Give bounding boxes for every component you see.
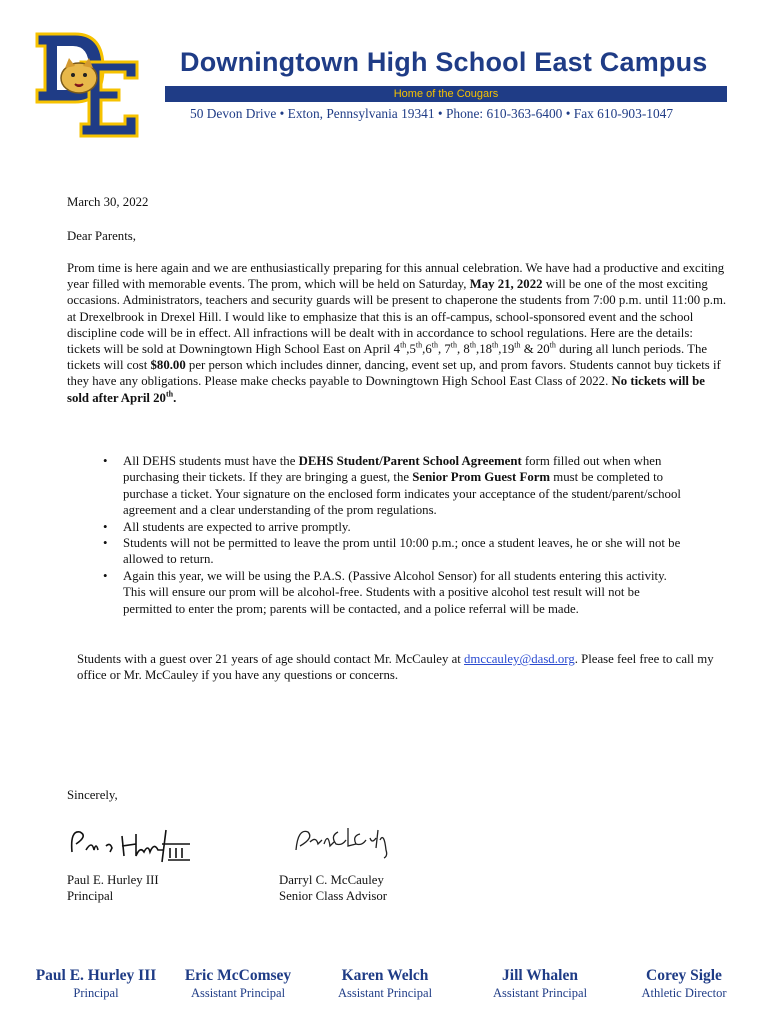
signature-principal: [66, 822, 196, 868]
signature-advisor: [290, 822, 400, 862]
svg-text:DE: DE: [33, 28, 35, 29]
paragraph-details: Prom time is here again and we are enthusiastically preparing for this annual celebration. We have had a productive and exciting year filled with memorable events. The prom, which will be held on Saturday, May 21, 2022 will be one of the most exciting occasions. Administrators, teachers and security guards will be present to chaperone the students from 7:00 p.m. until 11:00 p.m. at Drexelbrook in Drexel Hill. I would like to emphasize that this is an off-campus, school-sponsored event and the school discipline code will be in effect. All infractions will be dealt with in accordance to school regulations. Here are the details: tickets will be sold at Downingtown High School East on April 4th,5th,6th, 7th, 8th,18th,19th & 20th during all lunch periods. The tickets will cost $80.00 per person which includes dinner, dancing, event set up, and prom favors. Students cannot buy tickets if they have any obligations. Please make checks payable to Downingtown High School East Class of 2022. No tickets will be sold after April 20th.: [67, 261, 727, 405]
tagline-banner: Home of the Cougars: [165, 86, 727, 102]
bullet-icon: •: [103, 454, 108, 468]
school-name: Downingtown High School East Campus: [180, 47, 708, 77]
footer-staff-2: Eric McComsey Assistant Principal: [184, 967, 292, 1000]
letter-date: March 30, 2022: [67, 195, 149, 209]
paragraph-contact: Students with a guest over 21 years of age should contact Mr. McCauley at dmccauley@dasd.org. Please feel free to call my office or Mr. McCauley if you have any questions or concerns.: [77, 652, 714, 683]
footer-staff-1: Paul E. Hurley III Principal: [35, 967, 157, 1000]
footer-staff-5: Corey Sigle Athletic Director: [641, 967, 727, 1000]
list-item: • Students will not be permitted to leave the prom until 10:00 p.m.; once a student leaves, he or she will not be allowed to return.: [103, 536, 681, 567]
salutation: Dear Parents,: [67, 229, 136, 243]
list-item: • All DEHS students must have the DEHS Student/Parent School Agreement form filled out when when purchasing their tickets. If they are bringing a guest, the Senior Prom Guest Form must be completed to purchase a ticket. Your signature on the enclosed form indicates your acceptance of the student/parent/school agreement and a clear understanding of the prom regulations.: [103, 454, 681, 518]
footer-staff-3: Karen Welch Assistant Principal: [337, 967, 433, 1000]
list-item: • All students are expected to arrive promptly.: [103, 519, 351, 534]
bullet-icon: •: [103, 519, 108, 534]
bullet-icon: •: [103, 568, 108, 583]
email-link[interactable]: dmccauley@dasd.org: [464, 652, 575, 666]
signer-principal: Paul E. Hurley III Principal: [67, 873, 159, 904]
rules-list: [103, 453, 688, 617]
footer-staff-4: Jill Whalen Assistant Principal: [492, 967, 588, 1000]
address-line: 50 Devon Drive • Exton, Pennsylvania 19341 • Phone: 610-363-6400 • Fax 610-903-1047: [190, 106, 674, 121]
bullet-icon: •: [103, 536, 108, 551]
signer-advisor: Darryl C. McCauley Senior Class Advisor: [279, 873, 388, 904]
closing: Sincerely,: [67, 788, 118, 802]
list-item: • Again this year, we will be using the P.A.S. (Passive Alcohol Sensor) for all students entering this activity. This will ensure our prom will be alcohol-free. Students with a positive alcohol test result will not be permitted to enter the prom; parents will be contacted, and a police referral will be made.: [103, 568, 667, 616]
school-logo: [33, 28, 143, 140]
